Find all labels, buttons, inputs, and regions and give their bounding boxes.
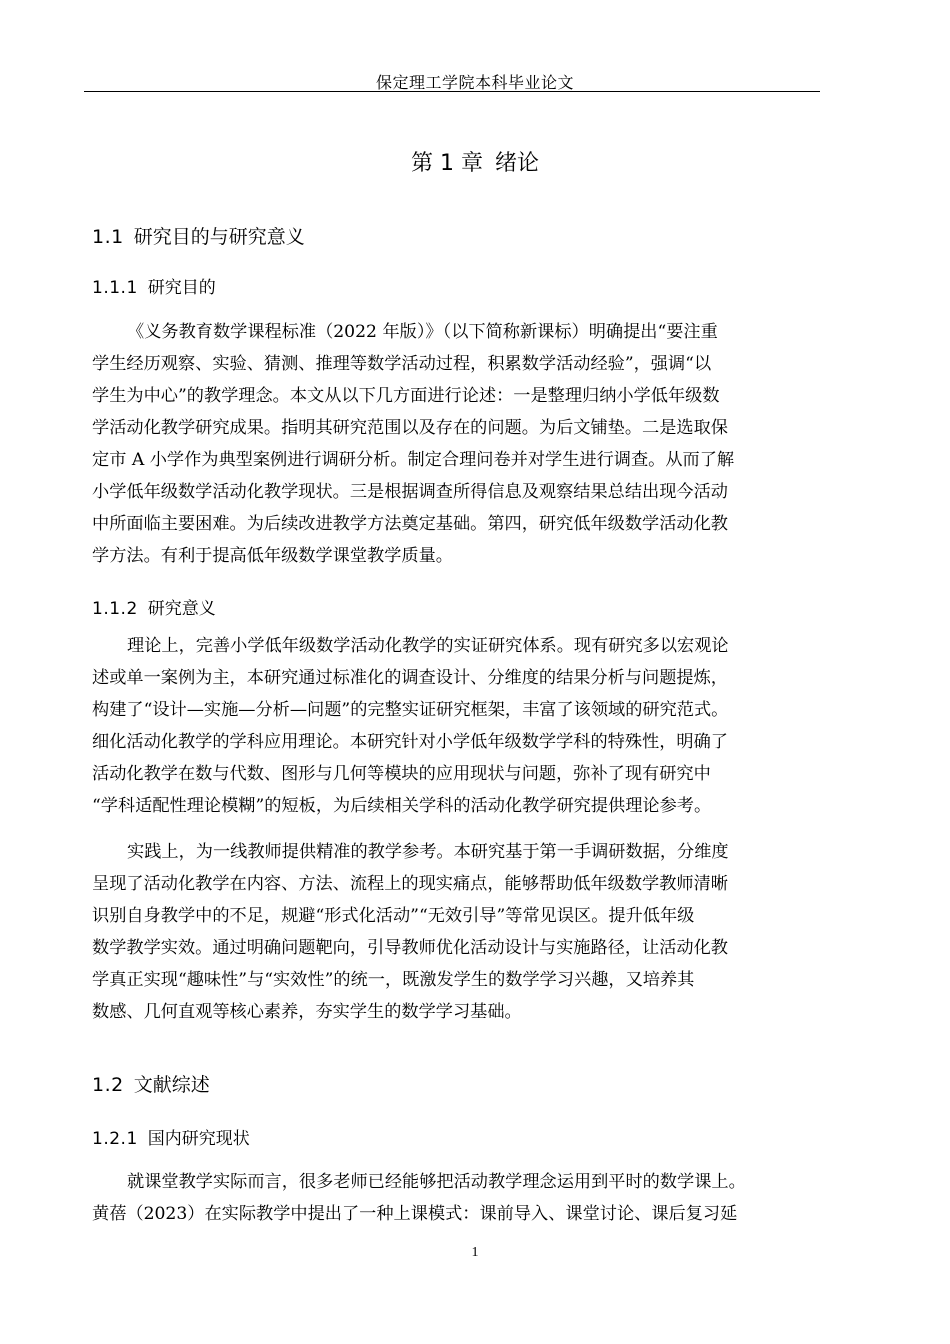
text-line: 学活动化教学研究成果。指明其研究范围以及存在的问题。为后文铺垫。二是选取保 xyxy=(92,418,728,438)
text-line: 活动化教学在数与代数、图形与几何等模块的应用现状与问题，弥补了现有研究中 xyxy=(92,764,711,784)
text-line: 呈现了活动化教学在内容、方法、流程上的现实痛点，能够帮助低年级数学教师清晰 xyxy=(92,874,728,894)
text-line: 学生经历观察、实验、猜测、推理等数学活动过程，积累数学活动经验”，强调“以 xyxy=(92,354,712,374)
text-line: 学方法。有利于提高低年级数学课堂教学质量。 xyxy=(92,546,453,566)
paragraph-domestic-research xyxy=(92,1166,832,1230)
subsection-title: 国内研究现状 xyxy=(147,1129,250,1149)
text-line: 构建了“设计—实施—分析—问题”的完整实证研究框架，丰富了该领域的研究范式。 xyxy=(92,700,729,720)
subsection-heading-1-1-1 xyxy=(92,273,216,298)
running-header: 保定理工学院本科毕业论文 xyxy=(375,73,574,92)
chapter-number: 第 1 章 xyxy=(411,151,483,176)
text-line: 小学低年级数学活动化教学现状。三是根据调查所得信息及观察结果总结出现今活动 xyxy=(92,482,728,502)
section-title: 文献综述 xyxy=(133,1074,210,1096)
text-line: 中所面临主要困难。为后续改进教学方法奠定基础。第四，研究低年级数学活动化教 xyxy=(92,514,728,534)
text-line: 识别自身教学中的不足，规避“形式化活动”“无效引导”等常见误区。提升低年级 xyxy=(92,906,695,926)
paragraph-significance-practice xyxy=(92,836,832,1028)
text-line: 述或单一案例为主，本研究通过标准化的调查设计、分维度的结果分析与问题提炼， xyxy=(92,668,728,688)
section-number: 1.1 xyxy=(92,226,124,248)
subsection-title: 研究意义 xyxy=(147,599,216,619)
section-heading-1-2 xyxy=(92,1070,210,1097)
page-number: 1 xyxy=(471,1245,479,1260)
subsection-heading-1-2-1 xyxy=(92,1124,250,1149)
text-line: 理论上，完善小学低年级数学活动化教学的实证研究体系。现有研究多以宏观论 xyxy=(127,636,729,656)
text-line: 《义务教育数学课程标准（2022 年版）》（以下简称新课标）明确提出“要注重 xyxy=(127,322,718,342)
text-line: 实践上，为一线教师提供精准的教学参考。本研究基于第一手调研数据，分维度 xyxy=(127,842,729,862)
header-rule xyxy=(84,91,820,92)
text-line: “学科适配性理论模糊”的短板，为后续相关学科的活动化教学研究提供理论参考。 xyxy=(92,796,712,816)
paragraph-significance-theory xyxy=(92,630,832,822)
subsection-number: 1.1.2 xyxy=(92,599,138,619)
paragraph-purpose xyxy=(92,316,832,572)
text-line: 就课堂教学实际而言，很多老师已经能够把活动教学理念运用到平时的数学课上。 xyxy=(127,1172,746,1192)
section-title: 研究目的与研究意义 xyxy=(133,226,305,248)
subsection-title: 研究目的 xyxy=(147,278,216,298)
text-line: 定市 A 小学作为典型案例进行调研分析。制定合理问卷并对学生进行调查。从而了解 xyxy=(92,450,735,470)
text-line: 学生为中心”的教学理念。本文从以下几方面进行论述：一是整理归纳小学低年级数 xyxy=(92,386,720,406)
subsection-heading-1-1-2 xyxy=(92,594,216,619)
subsection-number: 1.1.1 xyxy=(92,278,138,298)
text-line: 数感、几何直观等核心素养，夯实学生的数学学习基础。 xyxy=(92,1002,522,1022)
subsection-number: 1.2.1 xyxy=(92,1129,138,1149)
text-line: 数学教学实效。通过明确问题靶向，引导教师优化活动设计与实施路径，让活动化教 xyxy=(92,938,728,958)
text-line: 学真正实现“趣味性”与“实效性”的统一，既激发学生的数学学习兴趣，又培养其 xyxy=(92,970,695,990)
text-line: 黄蓓（2023）在实际教学中提出了一种上课模式：课前导入、课堂讨论、课后复习延 xyxy=(92,1204,738,1224)
section-number: 1.2 xyxy=(92,1074,124,1096)
chapter-name: 绪论 xyxy=(494,151,539,176)
text-line: 细化活动化教学的学科应用理论。本研究针对小学低年级数学学科的特殊性，明确了 xyxy=(92,732,728,752)
chapter-title xyxy=(0,146,950,177)
section-heading-1-1 xyxy=(92,222,305,249)
